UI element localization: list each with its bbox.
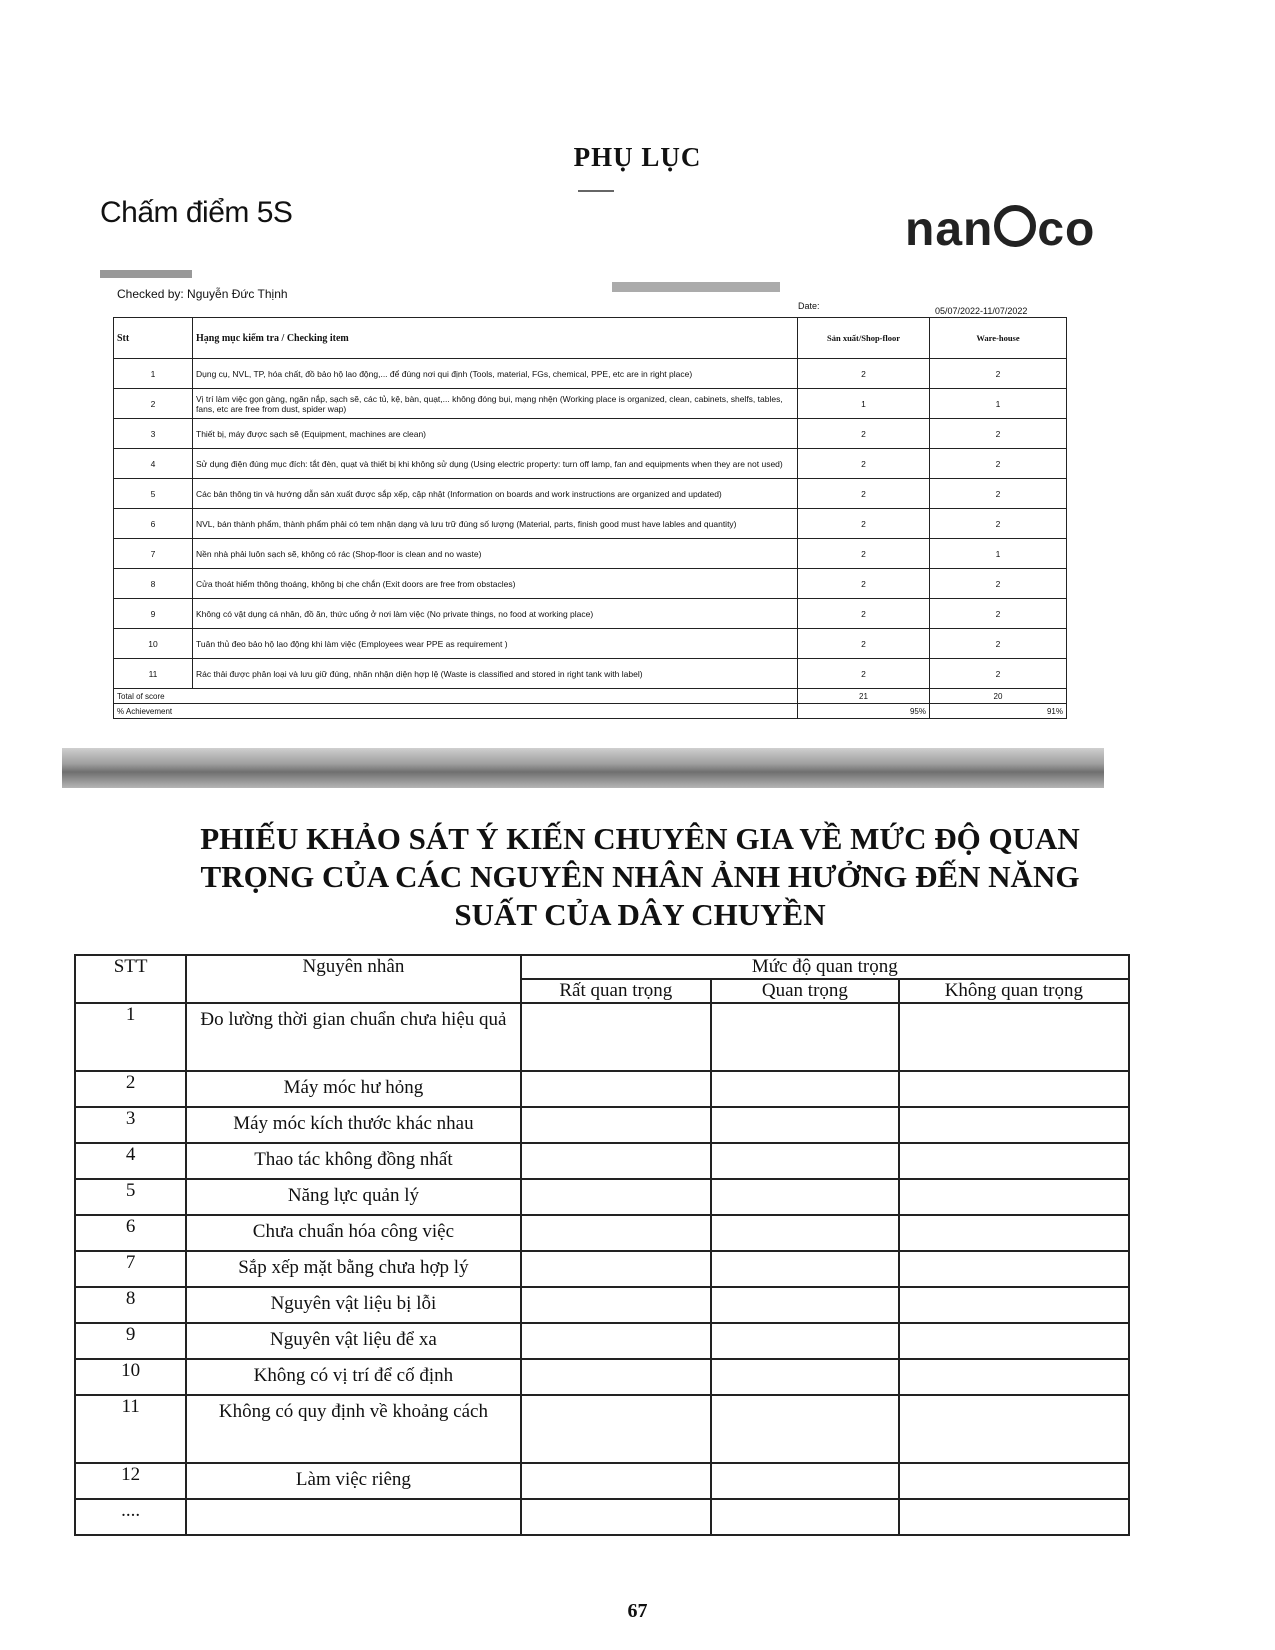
row-shop-floor-score: 2 — [798, 539, 930, 569]
survey-header-important: Quan trọng — [711, 979, 899, 1003]
logo-ring-icon — [994, 205, 1036, 247]
survey-cell-not-important[interactable] — [899, 1395, 1129, 1463]
row-shop-floor-score: 2 — [798, 569, 930, 599]
survey-row-cause: Nguyên vật liệu bị lỗi — [186, 1287, 520, 1323]
survey-cell-important[interactable] — [711, 1323, 899, 1359]
table-header-row — [114, 318, 1067, 359]
row-shop-floor-score: 2 — [798, 659, 930, 689]
survey-cell-important[interactable] — [711, 1395, 899, 1463]
appendix-title: PHỤ LỤC — [573, 142, 702, 172]
row-warehouse-score: 2 — [930, 419, 1067, 449]
row-checking-item: Vị trí làm việc gọn gàng, ngăn nắp, sạch sẽ, các tủ, kệ, bàn, quạt,... không đóng bụi, mạng nhện (Working place is organized, clean, cabinets, shelfs, tables, fans, etc are free from dust, spider wap) — [193, 389, 798, 419]
survey-cell-very-important[interactable] — [521, 1323, 712, 1359]
survey-row — [75, 1323, 1129, 1359]
table-row — [114, 569, 1067, 599]
survey-cell-not-important[interactable] — [899, 1071, 1129, 1107]
logo-text-start: nan — [905, 203, 994, 256]
row-stt: 3 — [114, 419, 193, 449]
survey-cell-not-important[interactable] — [899, 1499, 1129, 1535]
row-checking-item: Thiết bị, máy được sạch sẽ (Equipment, machines are clean) — [193, 419, 798, 449]
table-row — [114, 389, 1067, 419]
survey-row — [75, 1215, 1129, 1251]
header-warehouse: Ware-house — [930, 318, 1067, 359]
table-row — [114, 419, 1067, 449]
survey-cell-very-important[interactable] — [521, 1179, 712, 1215]
survey-cell-important[interactable] — [711, 1359, 899, 1395]
table-row — [114, 629, 1067, 659]
survey-cell-important[interactable] — [711, 1003, 899, 1071]
row-stt: 2 — [114, 389, 193, 419]
score-title: Chấm điểm 5S — [100, 196, 293, 229]
page-number: 67 — [627, 1600, 648, 1622]
survey-header-row — [75, 955, 1129, 979]
checked-by: Checked by: Nguyễn Đức Thịnh — [117, 287, 288, 301]
total-shop-floor: 21 — [798, 689, 930, 704]
survey-row — [75, 1395, 1129, 1463]
achievement-row — [114, 704, 1067, 719]
survey-row — [75, 1251, 1129, 1287]
survey-cell-important[interactable] — [711, 1287, 899, 1323]
survey-row-cause: Thao tác không đồng nhất — [186, 1143, 520, 1179]
achievement-label: % Achievement — [114, 704, 798, 719]
survey-row-cause: Máy móc hư hỏng — [186, 1071, 520, 1107]
survey-cell-very-important[interactable] — [521, 1071, 712, 1107]
row-warehouse-score: 2 — [930, 659, 1067, 689]
survey-title-line: PHIẾU KHẢO SÁT Ý KIẾN CHUYÊN GIA VỀ MỨC ĐỘ QUAN — [200, 821, 1080, 856]
survey-cell-important[interactable] — [711, 1215, 899, 1251]
row-checking-item: Không có vật dụng cá nhân, đồ ăn, thức uống ở nơi làm việc (No private things, no food at working place) — [193, 599, 798, 629]
survey-header-importance: Mức độ quan trọng — [521, 955, 1129, 979]
survey-row-cause: Máy móc kích thước khác nhau — [186, 1107, 520, 1143]
survey-cell-important[interactable] — [711, 1143, 899, 1179]
survey-row-cause: Chưa chuẩn hóa công việc — [186, 1215, 520, 1251]
table-row — [114, 659, 1067, 689]
survey-cell-not-important[interactable] — [899, 1107, 1129, 1143]
date-value: 05/07/2022-11/07/2022 — [935, 306, 1028, 316]
survey-row — [75, 1359, 1129, 1395]
row-warehouse-score: 2 — [930, 509, 1067, 539]
row-checking-item: Cửa thoát hiểm thông thoáng, không bị che chắn (Exit doors are free from obstacles) — [193, 569, 798, 599]
survey-cell-very-important[interactable] — [521, 1395, 712, 1463]
table-row — [114, 539, 1067, 569]
row-shop-floor-score: 2 — [798, 509, 930, 539]
survey-row — [75, 1071, 1129, 1107]
header-stt: Stt — [114, 318, 193, 359]
table-row — [114, 599, 1067, 629]
survey-cell-very-important[interactable] — [521, 1287, 712, 1323]
survey-row-cause: Đo lường thời gian chuẩn chưa hiệu quả — [186, 1003, 520, 1071]
survey-cell-not-important[interactable] — [899, 1251, 1129, 1287]
survey-row-stt: 5 — [75, 1179, 186, 1215]
survey-row-cause: Không có quy định về khoảng cách — [186, 1395, 520, 1463]
survey-cell-very-important[interactable] — [521, 1215, 712, 1251]
title-underline — [578, 190, 614, 192]
survey-row-stt: 1 — [75, 1003, 186, 1071]
table-5s-score — [113, 317, 1067, 719]
row-stt: 6 — [114, 509, 193, 539]
survey-header-stt: STT — [75, 955, 186, 1003]
survey-cell-important[interactable] — [711, 1251, 899, 1287]
survey-row-cause — [186, 1499, 520, 1535]
survey-header-very-important: Rất quan trọng — [521, 979, 712, 1003]
survey-row-cause: Không có vị trí để cố định — [186, 1359, 520, 1395]
date-label: Date: — [798, 301, 820, 311]
survey-row-stt: 6 — [75, 1215, 186, 1251]
survey-cell-not-important[interactable] — [899, 1143, 1129, 1179]
row-stt: 4 — [114, 449, 193, 479]
survey-cell-important[interactable] — [711, 1107, 899, 1143]
survey-cell-very-important[interactable] — [521, 1107, 712, 1143]
survey-row — [75, 1287, 1129, 1323]
row-stt: 5 — [114, 479, 193, 509]
survey-row — [75, 1499, 1129, 1535]
row-warehouse-score: 1 — [930, 539, 1067, 569]
row-warehouse-score: 2 — [930, 449, 1067, 479]
row-warehouse-score: 2 — [930, 479, 1067, 509]
survey-row — [75, 1107, 1129, 1143]
row-checking-item: Tuân thủ đeo bảo hộ lao động khi làm việc (Employees wear PPE as requirement ) — [193, 629, 798, 659]
survey-cell-important[interactable] — [711, 1499, 899, 1535]
survey-cell-not-important[interactable] — [899, 1287, 1129, 1323]
row-warehouse-score: 2 — [930, 359, 1067, 389]
survey-cell-very-important[interactable] — [521, 1003, 712, 1071]
survey-row-stt: 12 — [75, 1463, 186, 1499]
survey-cell-not-important[interactable] — [899, 1003, 1129, 1071]
survey-row-stt: 4 — [75, 1143, 186, 1179]
survey-row-stt: 10 — [75, 1359, 186, 1395]
survey-row-cause: Năng lực quản lý — [186, 1179, 520, 1215]
survey-cell-not-important[interactable] — [899, 1215, 1129, 1251]
total-label: Total of score — [114, 689, 798, 704]
survey-row-stt: 8 — [75, 1287, 186, 1323]
survey-title — [100, 820, 1180, 934]
row-checking-item: Rác thải được phân loại và lưu giữ đúng, nhãn nhận diện hợp lệ (Waste is classified and stored in right tank with label) — [193, 659, 798, 689]
table-row — [114, 359, 1067, 389]
survey-row-cause: Làm việc riêng — [186, 1463, 520, 1499]
row-warehouse-score: 2 — [930, 629, 1067, 659]
survey-cell-not-important[interactable] — [899, 1463, 1129, 1499]
survey-row — [75, 1463, 1129, 1499]
row-shop-floor-score: 2 — [798, 359, 930, 389]
survey-row — [75, 1003, 1129, 1071]
table-row — [114, 479, 1067, 509]
row-checking-item: Sử dụng điện đúng mục đích: tắt đèn, quạt và thiết bị khi không sử dụng (Using electric property: turn off lamp, fan and equipments when they are not used) — [193, 449, 798, 479]
survey-row-stt: 2 — [75, 1071, 186, 1107]
nanoco-logo — [905, 202, 1095, 257]
row-checking-item: Dụng cụ, NVL, TP, hóa chất, đồ bảo hộ lao động,... để đúng nơi qui định (Tools, material, FGs, chemical, PPE, etc are in right place) — [193, 359, 798, 389]
survey-cell-important[interactable] — [711, 1179, 899, 1215]
survey-table — [74, 954, 1130, 1536]
survey-row-stt: 7 — [75, 1251, 186, 1287]
survey-cell-not-important[interactable] — [899, 1359, 1129, 1395]
survey-cell-very-important[interactable] — [521, 1499, 712, 1535]
header-checking-item: Hạng mục kiểm tra / Checking item — [193, 318, 798, 359]
survey-row-cause: Nguyên vật liệu để xa — [186, 1323, 520, 1359]
scan-smudge — [612, 282, 780, 292]
scan-shadow-band — [62, 748, 1104, 788]
row-checking-item: NVL, bán thành phẩm, thành phẩm phải có tem nhận dạng và lưu trữ đúng số lượng (Material, parts, finish good must have lables and quantity) — [193, 509, 798, 539]
row-shop-floor-score: 2 — [798, 629, 930, 659]
survey-cell-important[interactable] — [711, 1071, 899, 1107]
survey-cell-not-important[interactable] — [899, 1179, 1129, 1215]
scan-smudge — [100, 270, 192, 278]
row-stt: 9 — [114, 599, 193, 629]
row-shop-floor-score: 2 — [798, 599, 930, 629]
survey-cell-very-important[interactable] — [521, 1359, 712, 1395]
row-shop-floor-score: 1 — [798, 389, 930, 419]
row-warehouse-score: 2 — [930, 599, 1067, 629]
survey-row-stt: 9 — [75, 1323, 186, 1359]
table-row — [114, 449, 1067, 479]
achievement-shop-floor: 95% — [798, 704, 930, 719]
survey-cell-very-important[interactable] — [521, 1143, 712, 1179]
row-stt: 8 — [114, 569, 193, 599]
survey-cell-very-important[interactable] — [521, 1251, 712, 1287]
survey-cell-important[interactable] — [711, 1463, 899, 1499]
row-checking-item: Các bản thông tin và hướng dẫn sản xuất được sắp xếp, cập nhật (Information on boards and work instructions are organized and updated) — [193, 479, 798, 509]
survey-header-not-important: Không quan trọng — [899, 979, 1129, 1003]
row-stt: 10 — [114, 629, 193, 659]
row-stt: 11 — [114, 659, 193, 689]
survey-cell-very-important[interactable] — [521, 1463, 712, 1499]
survey-row-stt: 3 — [75, 1107, 186, 1143]
survey-row — [75, 1143, 1129, 1179]
survey-title-line: TRỌNG CỦA CÁC NGUYÊN NHÂN ẢNH HƯỞNG ĐẾN NĂNG — [200, 859, 1080, 894]
header-shop-floor: Sản xuất/Shop-floor — [798, 318, 930, 359]
row-shop-floor-score: 2 — [798, 479, 930, 509]
row-warehouse-score: 1 — [930, 389, 1067, 419]
row-shop-floor-score: 2 — [798, 419, 930, 449]
survey-row-cause: Sắp xếp mặt bằng chưa hợp lý — [186, 1251, 520, 1287]
total-row — [114, 689, 1067, 704]
total-warehouse: 20 — [930, 689, 1067, 704]
row-stt: 1 — [114, 359, 193, 389]
achievement-warehouse: 91% — [930, 704, 1067, 719]
survey-cell-not-important[interactable] — [899, 1323, 1129, 1359]
row-shop-floor-score: 2 — [798, 449, 930, 479]
row-checking-item: Nền nhà phải luôn sạch sẽ, không có rác (Shop-floor is clean and no waste) — [193, 539, 798, 569]
survey-header-cause: Nguyên nhân — [186, 955, 520, 1003]
table-row — [114, 509, 1067, 539]
logo-text-end: co — [1037, 203, 1096, 256]
survey-row-stt: .... — [75, 1499, 186, 1535]
survey-row-stt: 11 — [75, 1395, 186, 1463]
row-stt: 7 — [114, 539, 193, 569]
row-warehouse-score: 2 — [930, 569, 1067, 599]
survey-title-line: SUẤT CỦA DÂY CHUYỀN — [454, 897, 826, 932]
survey-row — [75, 1179, 1129, 1215]
